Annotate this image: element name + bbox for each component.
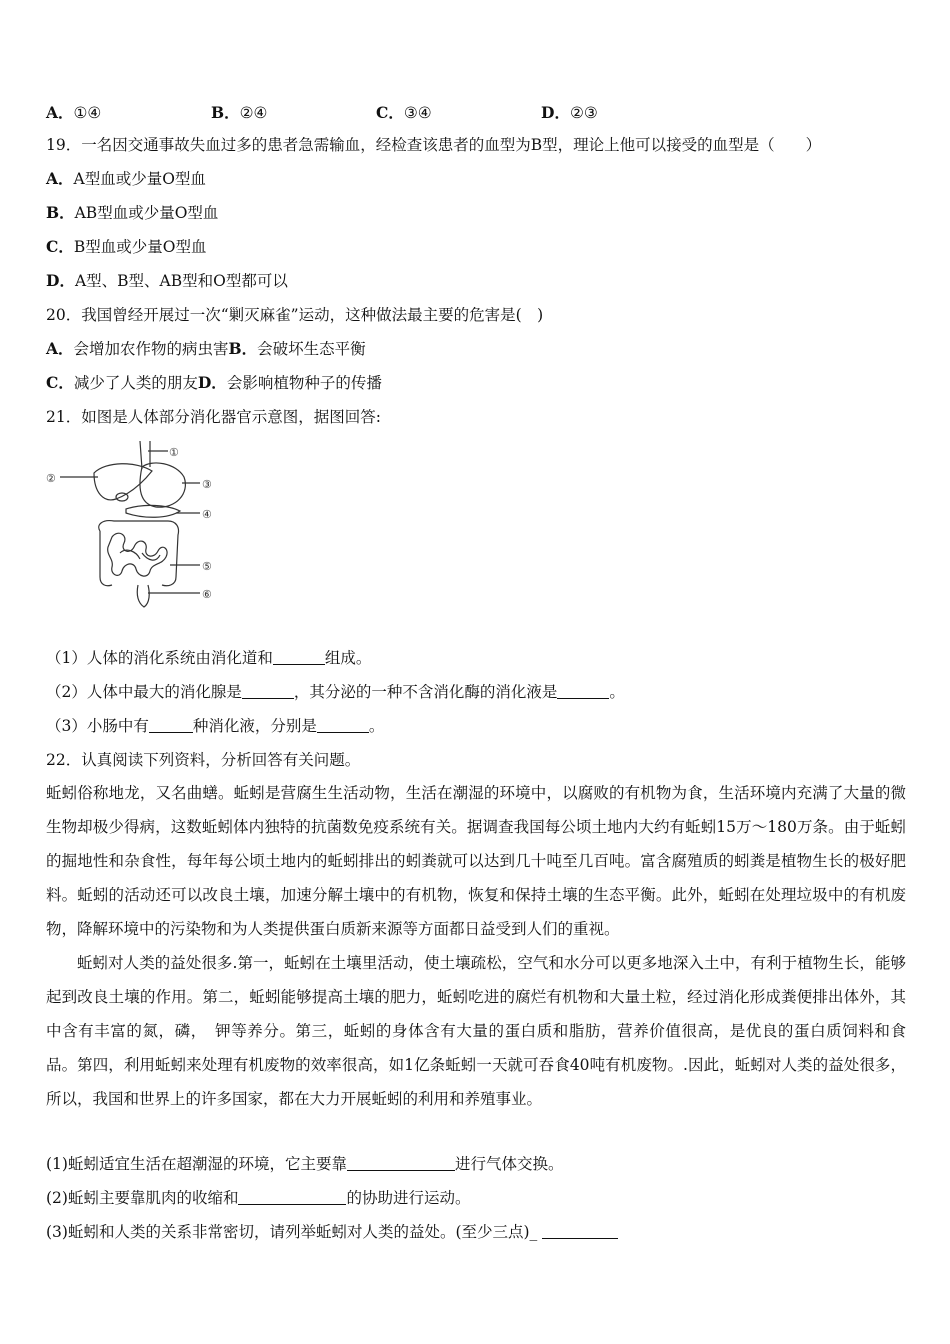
q20-options-ab: A．会增加农作物的病虫害B．会破坏生态平衡 [46,339,366,358]
q21-sub2: （2）人体中最大的消化腺是 ，其分泌的一种不含消化酶的消化液是 。 [46,683,625,701]
q18-option-a: A．①④ [46,103,102,122]
large-intestine-shape [99,521,179,586]
answer-blank[interactable] [238,1188,346,1205]
passage-paragraph-1: 蚯蚓俗称地龙，又名曲蟮。蚯蚓是营腐生生活动物，生活在潮湿的环境中，以腐败的有机物为食，生活环境内充满了大量的微生物却极少得病，这数蚯蚓体内独特的抗菌数免疫系统有关。据调查我国每公顷土地内大约有蚯蚓15万～180万条。由于蚯蚓的掘地性和杂食性，每年每公顷土地内的蚯蚓排出的蚓粪就可以达到几十吨至几百吨。富含腐殖质的蚓粪是植物生长的极好肥料。蚯蚓的活动还可以改良土壤，加速分解土壤中的有机物，恢复和保持土壤的生态平衡。此外，蚯蚓在处理垃圾中的有机废物，降解环境中的污染物和为人类提供蛋白质新来源等方面都日益受到人们的重视。 [46,784,906,938]
q22-sub2: (2)蚯蚓主要靠肌肉的收缩和 的协助进行运动。 [46,1189,471,1207]
stomach-shape [140,463,185,507]
q21-stem: 21．如图是人体部分消化器官示意图，据图回答: [46,408,381,426]
label-6: ⑥ [202,588,212,601]
q22-sub1: (1)蚯蚓适宜生活在超潮湿的环境，它主要靠 进行气体交换。 [46,1155,564,1173]
label-1: ① [169,446,179,459]
q22-passage [46,776,906,1116]
q18-option-d: D．②③ [541,103,598,122]
q20-stem: 20．我国曾经开展过一次“剿灭麻雀”运动，这种做法最主要的危害是( ) [46,306,544,324]
answer-blank[interactable] [242,682,294,699]
passage-paragraph-2: 蚯蚓对人类的益处很多.第一，蚯蚓在土壤里活动，使土壤疏松，空气和水分可以更多地深入土中，有利于植物生长，能够起到改良土壤的作用。第二，蚯蚓能够提高土壤的肥力，蚯蚓吃进的腐烂有机物和大量土粒，经过消化形成粪便排出体外，其中含有丰富的氮，磷， 钾等养分。第三，蚯蚓的身体含有大量的蛋白质和脂肪，营养价值很高，是优良的蛋白质饲料和食品。第四，利用蚯蚓来处理有机废物的效率很高，如1亿条蚯蚓一天就可吞食40吨有机废物。.因此，蚯蚓对人类的益处很多，所以，我国和世界上的许多国家，都在大力开展蚯蚓的利用和养殖事业。 [46,954,906,1108]
label-2: ② [46,472,56,485]
q19-option-b: B．AB型血或少量O型血 [46,203,219,222]
q19-option-d: D．A型、B型、AB型和O型都可以 [46,271,288,290]
q21-sub1: （1）人体的消化系统由消化道和 组成。 [46,649,372,667]
q19-option-a: A．A型血或少量O型血 [46,169,206,188]
answer-blank[interactable] [542,1222,618,1239]
answer-blank[interactable] [347,1154,455,1171]
q19-option-c: C．B型血或少量O型血 [46,237,207,256]
liver-shape [94,464,152,500]
q22-stem: 22．认真阅读下列资料，分析回答有关问题。 [46,751,361,769]
q20-options-cd: C．减少了人类的朋友D．会影响植物种子的传播 [46,373,382,392]
digestive-system-diagram [44,437,234,619]
q18-option-b: B．②④ [211,103,268,122]
pancreas-shape [126,505,180,517]
q18-option-c: C．③④ [376,103,432,122]
q19-stem: 19．一名因交通事故失血过多的患者急需输血，经检查该患者的血型为B型，理论上他可以接受的血型是（ ） [46,136,822,154]
label-3: ③ [202,478,212,491]
rectum-shape [137,585,149,607]
answer-blank[interactable] [149,716,193,733]
answer-blank[interactable] [557,682,609,699]
label-4: ④ [202,508,212,521]
q21-sub3: （3）小肠中有 种消化液，分别是 。 [46,717,385,735]
answer-blank[interactable] [317,716,369,733]
q22-sub3: (3)蚯蚓和人类的关系非常密切，请列举蚯蚓对人类的益处。(至少三点)_ [46,1222,618,1242]
label-5: ⑤ [202,560,212,573]
answer-blank[interactable] [273,648,325,665]
